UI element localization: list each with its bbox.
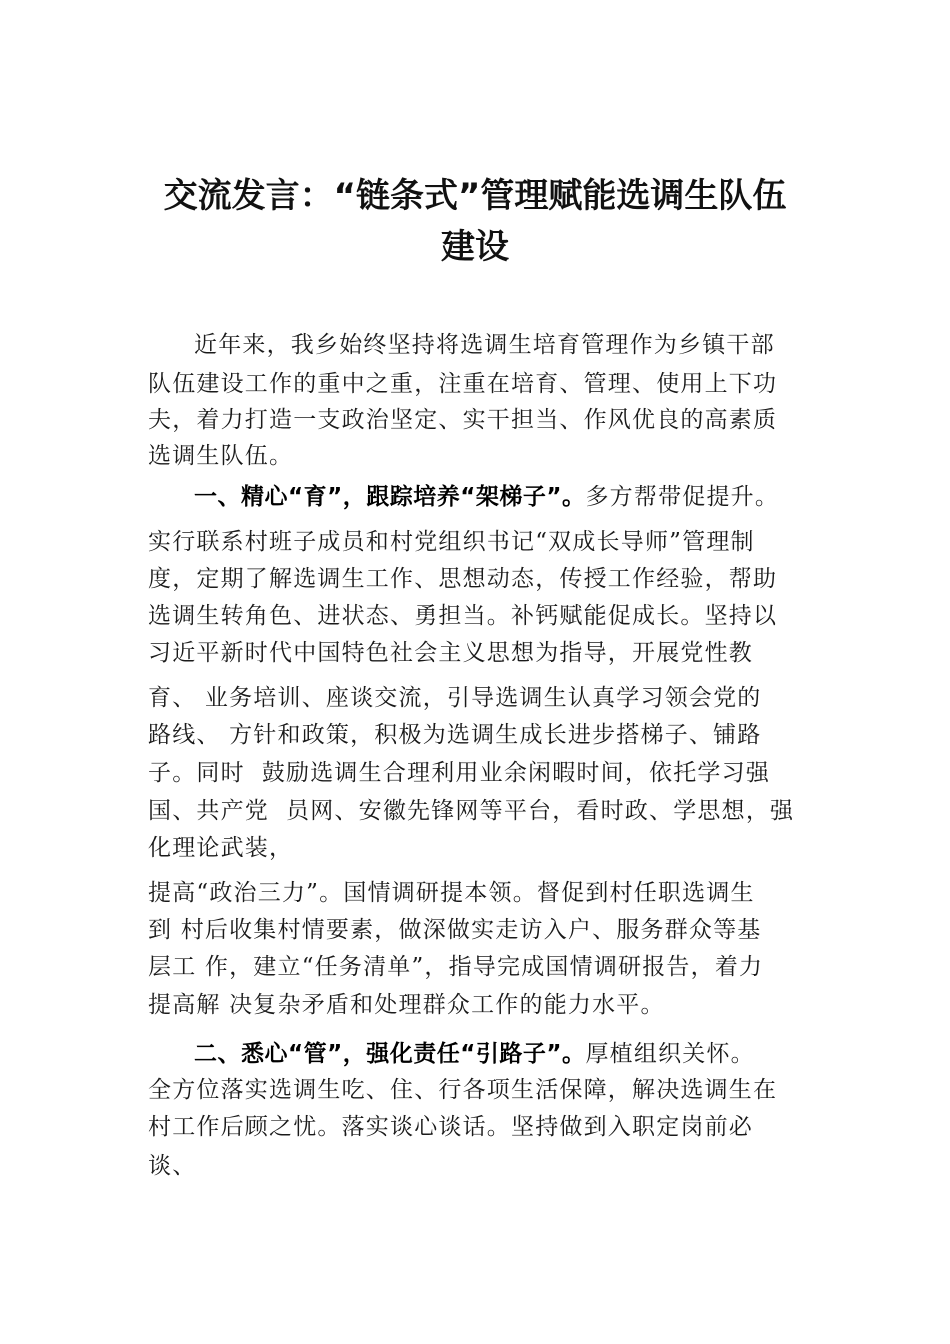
- document-title-line-2: 建设: [441, 227, 509, 267]
- section-2-line: 村工作后顾之忧。落实谈心谈话。坚持做到入职定岗前必: [148, 1114, 753, 1140]
- section-1-line: 实行联系村班子成员和村党组织书记“双成长导师”管理制: [148, 529, 755, 555]
- section-1-line: 到 村后收集村情要素，做深做实走访入户、服务群众等基: [148, 917, 762, 943]
- section-2-first-line: [194, 1035, 755, 1068]
- section-1-line: 国、共产党 员网、安徽先锋网等平台，看时政、学思想，强: [148, 798, 795, 824]
- section-2-heading: 二、悉心“管”，强化责任“引路子”。: [194, 1041, 586, 1067]
- document-title-line-1: 交流发言：“链条式”管理赋能选调生队伍: [163, 176, 787, 216]
- intro-line: 选调生队伍。: [148, 443, 294, 469]
- section-1-line: 提高“政治三力”。国情调研提本领。督促到村任职选调生: [148, 880, 755, 906]
- section-1-heading: 一、精心“育”，跟踪培养“架梯子”。: [194, 484, 586, 510]
- section-1-line: 习近平新时代中国特色社会主义思想为指导，开展党性教: [148, 640, 753, 666]
- section-1-line: 路线、 方针和政策，积极为选调生成长进步搭梯子、铺路: [148, 722, 762, 748]
- section-2-lead: 厚植组织关怀。: [585, 1041, 755, 1067]
- intro-line: 近年来，我乡始终坚持将选调生培育管理作为乡镇干部: [194, 332, 775, 358]
- section-1-first-line: [194, 478, 779, 511]
- section-2-line: 谈、: [148, 1153, 197, 1179]
- section-1-line: 选调生转角色、进状态、勇担当。补钙赋能促成长。坚持以: [148, 603, 778, 629]
- section-1-line: 度，定期了解选调生工作、思想动态，传授工作经验，帮助: [148, 566, 778, 592]
- section-1-line: 育、 业务培训、座谈交流，引导选调生认真学习领会党的: [148, 685, 762, 711]
- intro-line: 夫，着力打造一支政治坚定、实干担当、作风优良的高素质: [148, 407, 778, 433]
- intro-line: 队伍建设工作的重中之重，注重在培育、管理、使用上下功: [148, 371, 778, 397]
- section-1-line: 子。同时 鼓励选调生合理利用业余闲暇时间，依托学习强: [148, 760, 771, 786]
- section-1-line: 提高解 决复杂矛盾和处理群众工作的能力水平。: [148, 992, 665, 1018]
- section-2-line: 全方位落实选调生吃、住、行各项生活保障，解决选调生在: [148, 1077, 778, 1103]
- section-1-lead: 多方帮带促提升。: [585, 484, 780, 510]
- section-1-line: 化理论武装，: [148, 835, 294, 861]
- section-1-line: 层工 作，建立“任务清单”，指导完成国情调研报告，着力: [148, 954, 764, 980]
